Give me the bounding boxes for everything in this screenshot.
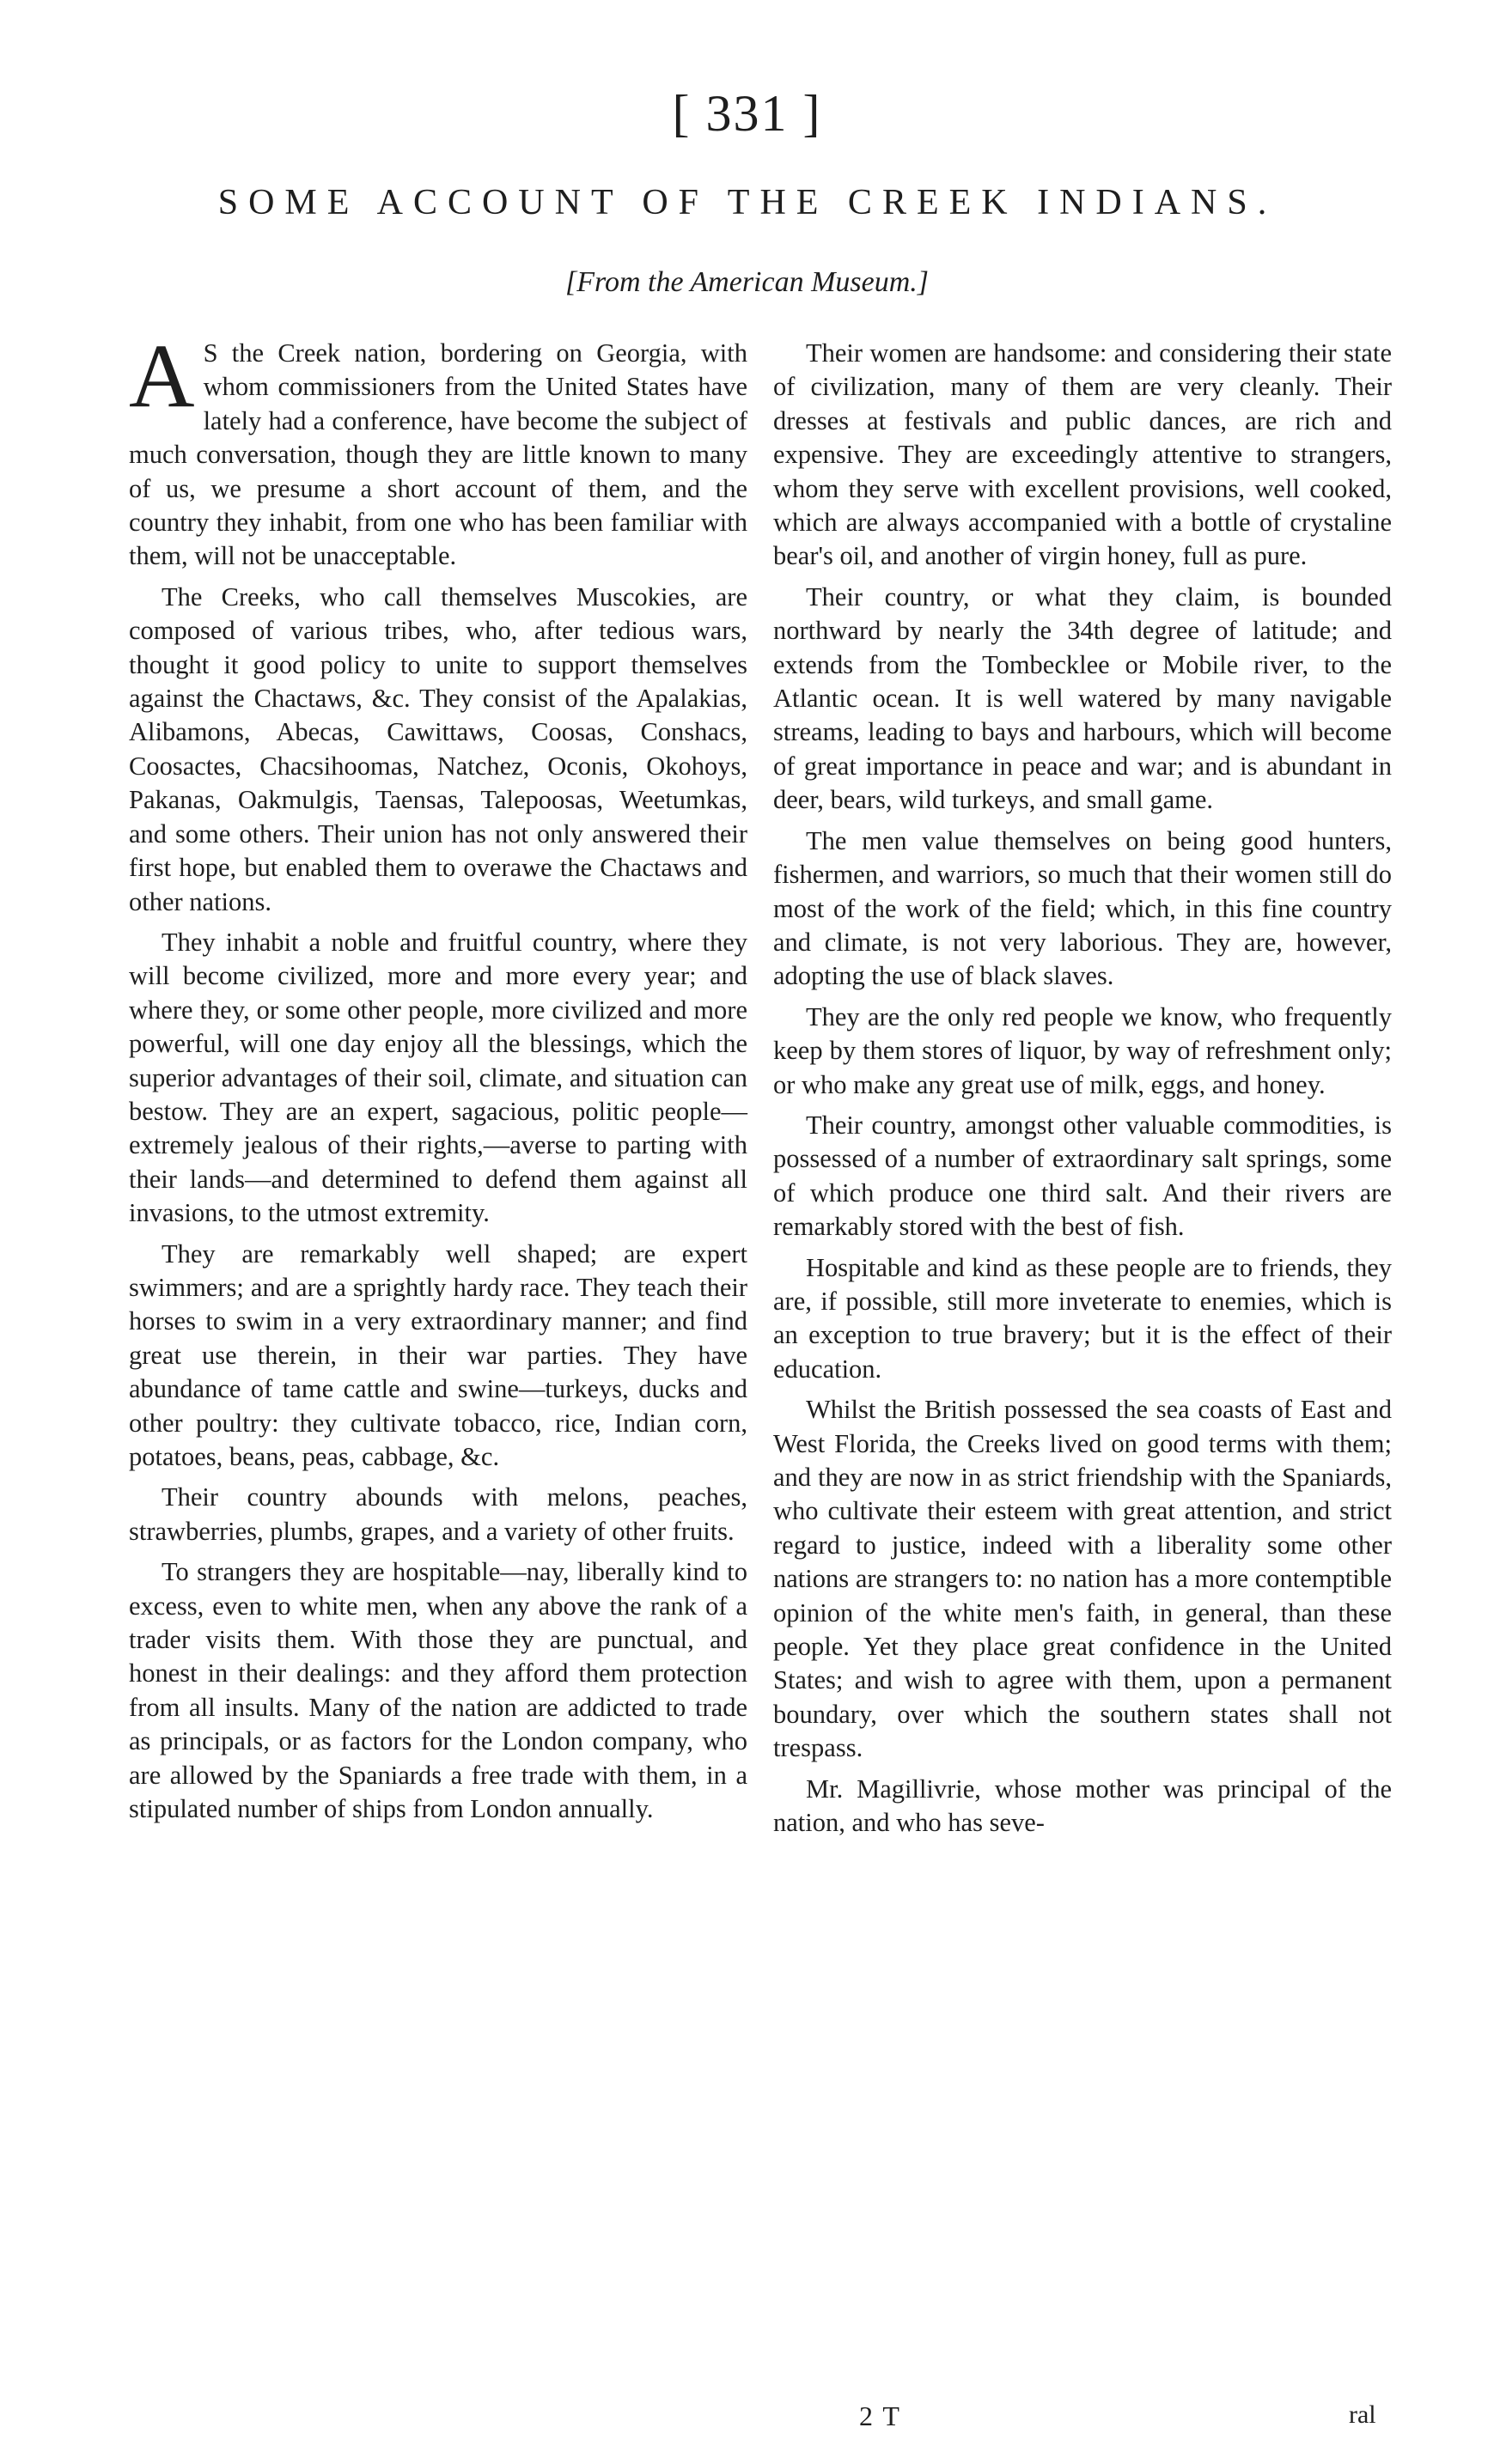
paragraph: The men value themselves on being good hunters, fishermen, and warriors, so much that their women still do most of the work of the field; which, in this fine country and climate, is not very laborious. They are, however, adopting the use of black slaves.: [773, 825, 1392, 991]
paragraph: They inhabit a noble and fruitful country, where they will become civilized, more and more every year; and where they, or some other people, more civilized and more powerful, will one day enjoy all the blessings, which the superior advantages of their soil, climate, and situation can bestow. They are an expert, sagacious, politic people—extremely jealous of their rights,—averse to parting with their lands—and determined to defend them against all invasions, to the utmost extremity.: [129, 927, 747, 1228]
page-number: [ 331 ]: [672, 85, 822, 142]
paragraph: Their country abounds with melons, peaches, strawberries, plumbs, grapes, and a variety of other fruits.: [129, 1482, 747, 1546]
paragraph: The Creeks, who call themselves Muscokies, are composed of various tribes, who, after tedious wars, thought it good policy to unite to support themselves against the Chactaws, &c. They consist of the Apalakias, Alibamons, Abecas, Cawittaws, Coosas, Conshacs, Coosactes, Chacsihoomas, Natchez, Oconis, Okohoys, Pakanas, Oakmulgis, Taensas, Talepoosas, Weetumkas, and some others. Their union has not only answered their first hope, but enabled them to overawe the Chactaws and other nations.: [129, 581, 747, 916]
paragraph: Their country, or what they claim, is bounded northward by nearly the 34th degree of latitude; and extends from the Tombecklee or Mobile river, to the Atlantic ocean. It is well watered by many navigable streams, leading to bays and harbours, which will become of great importance in peace and war; and is abundant in deer, bears, wild turkeys, and small game.: [773, 581, 1392, 815]
paragraph: Their country, amongst other valuable commodities, is possessed of a number of extraordinary salt springs, some of which produce one third salt. And their rivers are remarkably stored with the best of fish.: [773, 1110, 1392, 1242]
signature-mark: 2 T: [859, 2400, 901, 2431]
right-column: [773, 337, 1392, 1846]
article-title: SOME ACCOUNT OF THE CREEK INDIANS.: [217, 183, 1278, 222]
paragraph: Their women are handsome: and considering their state of civilization, many of them are very cleanly. Their dresses at festivals and public dances, are rich and expensive. They are exceedingly attentive to strangers, whom they serve with excellent provisions, well cooked, which are always accompanied with a bottle of crystaline bear's oil, and another of virgin honey, full as pure.: [773, 338, 1392, 571]
article-source: [From the American Museum.]: [564, 266, 930, 298]
drop-cap: A: [129, 325, 195, 426]
paragraph: They are the only red people we know, who frequently keep by them stores of liquor, by way of refreshment only; or who make any great use of milk, eggs, and honey.: [773, 1001, 1392, 1099]
paragraph: A S the Creek nation, bordering on Georgia, with whom commissioners from the United States have lately had a conference, have become the subject of much conversation, though they are little known to many of us, we presume a short account of them, and the country they inhabit, from one who has been familiar with them, will not be unacceptable.: [129, 325, 747, 571]
left-column: [129, 325, 747, 1833]
paragraph: Hospitable and kind as these people are to friends, they are, if possible, still more inveterate to enemies, which is an exception to true bravery; but it is the effect of their education.: [773, 1252, 1392, 1384]
paragraph: Mr. Magillivrie, whose mother was principal of the nation, and who has seve-: [773, 1773, 1392, 1838]
paragraph: They are remarkably well shaped; are expert swimmers; and are a sprightly hardy race. They teach their horses to swim in a very extraordinary manner; and find great use therein, in their war parties. They have abundance of tame cattle and swine—turkeys, ducks and other poultry: they cultivate tobacco, rice, Indian corn, potatoes, beans, peas, cabbage, &c.: [129, 1238, 747, 1471]
paragraph: Whilst the British possessed the sea coasts of East and West Florida, the Creeks lived on good terms with them; and they are now in as strict friendship with the Spaniards, who cultivate their esteem with great attention, and strict regard to justice, indeed with a liberality some other nations are strangers to: no nation has a more contemptible opinion of the white men's faith, in general, than these people. Yet they place great confidence in the United States; and wish to agree with them, upon a permanent boundary, over which the southern states shall not trespass.: [773, 1395, 1392, 1763]
catchword: ral: [1349, 2400, 1376, 2429]
paragraph: To strangers they are hospitable—nay, liberally kind to excess, even to white men, when any above the rank of a trader visits them. With those they are punctual, and honest in their dealings: and they afford them protection from all insults. Many of the nation are addicted to trade as principals, or as factors for the London company, who are allowed by the Spaniards a free trade with them, in a stipulated number of ships from London annually.: [129, 1557, 747, 1824]
